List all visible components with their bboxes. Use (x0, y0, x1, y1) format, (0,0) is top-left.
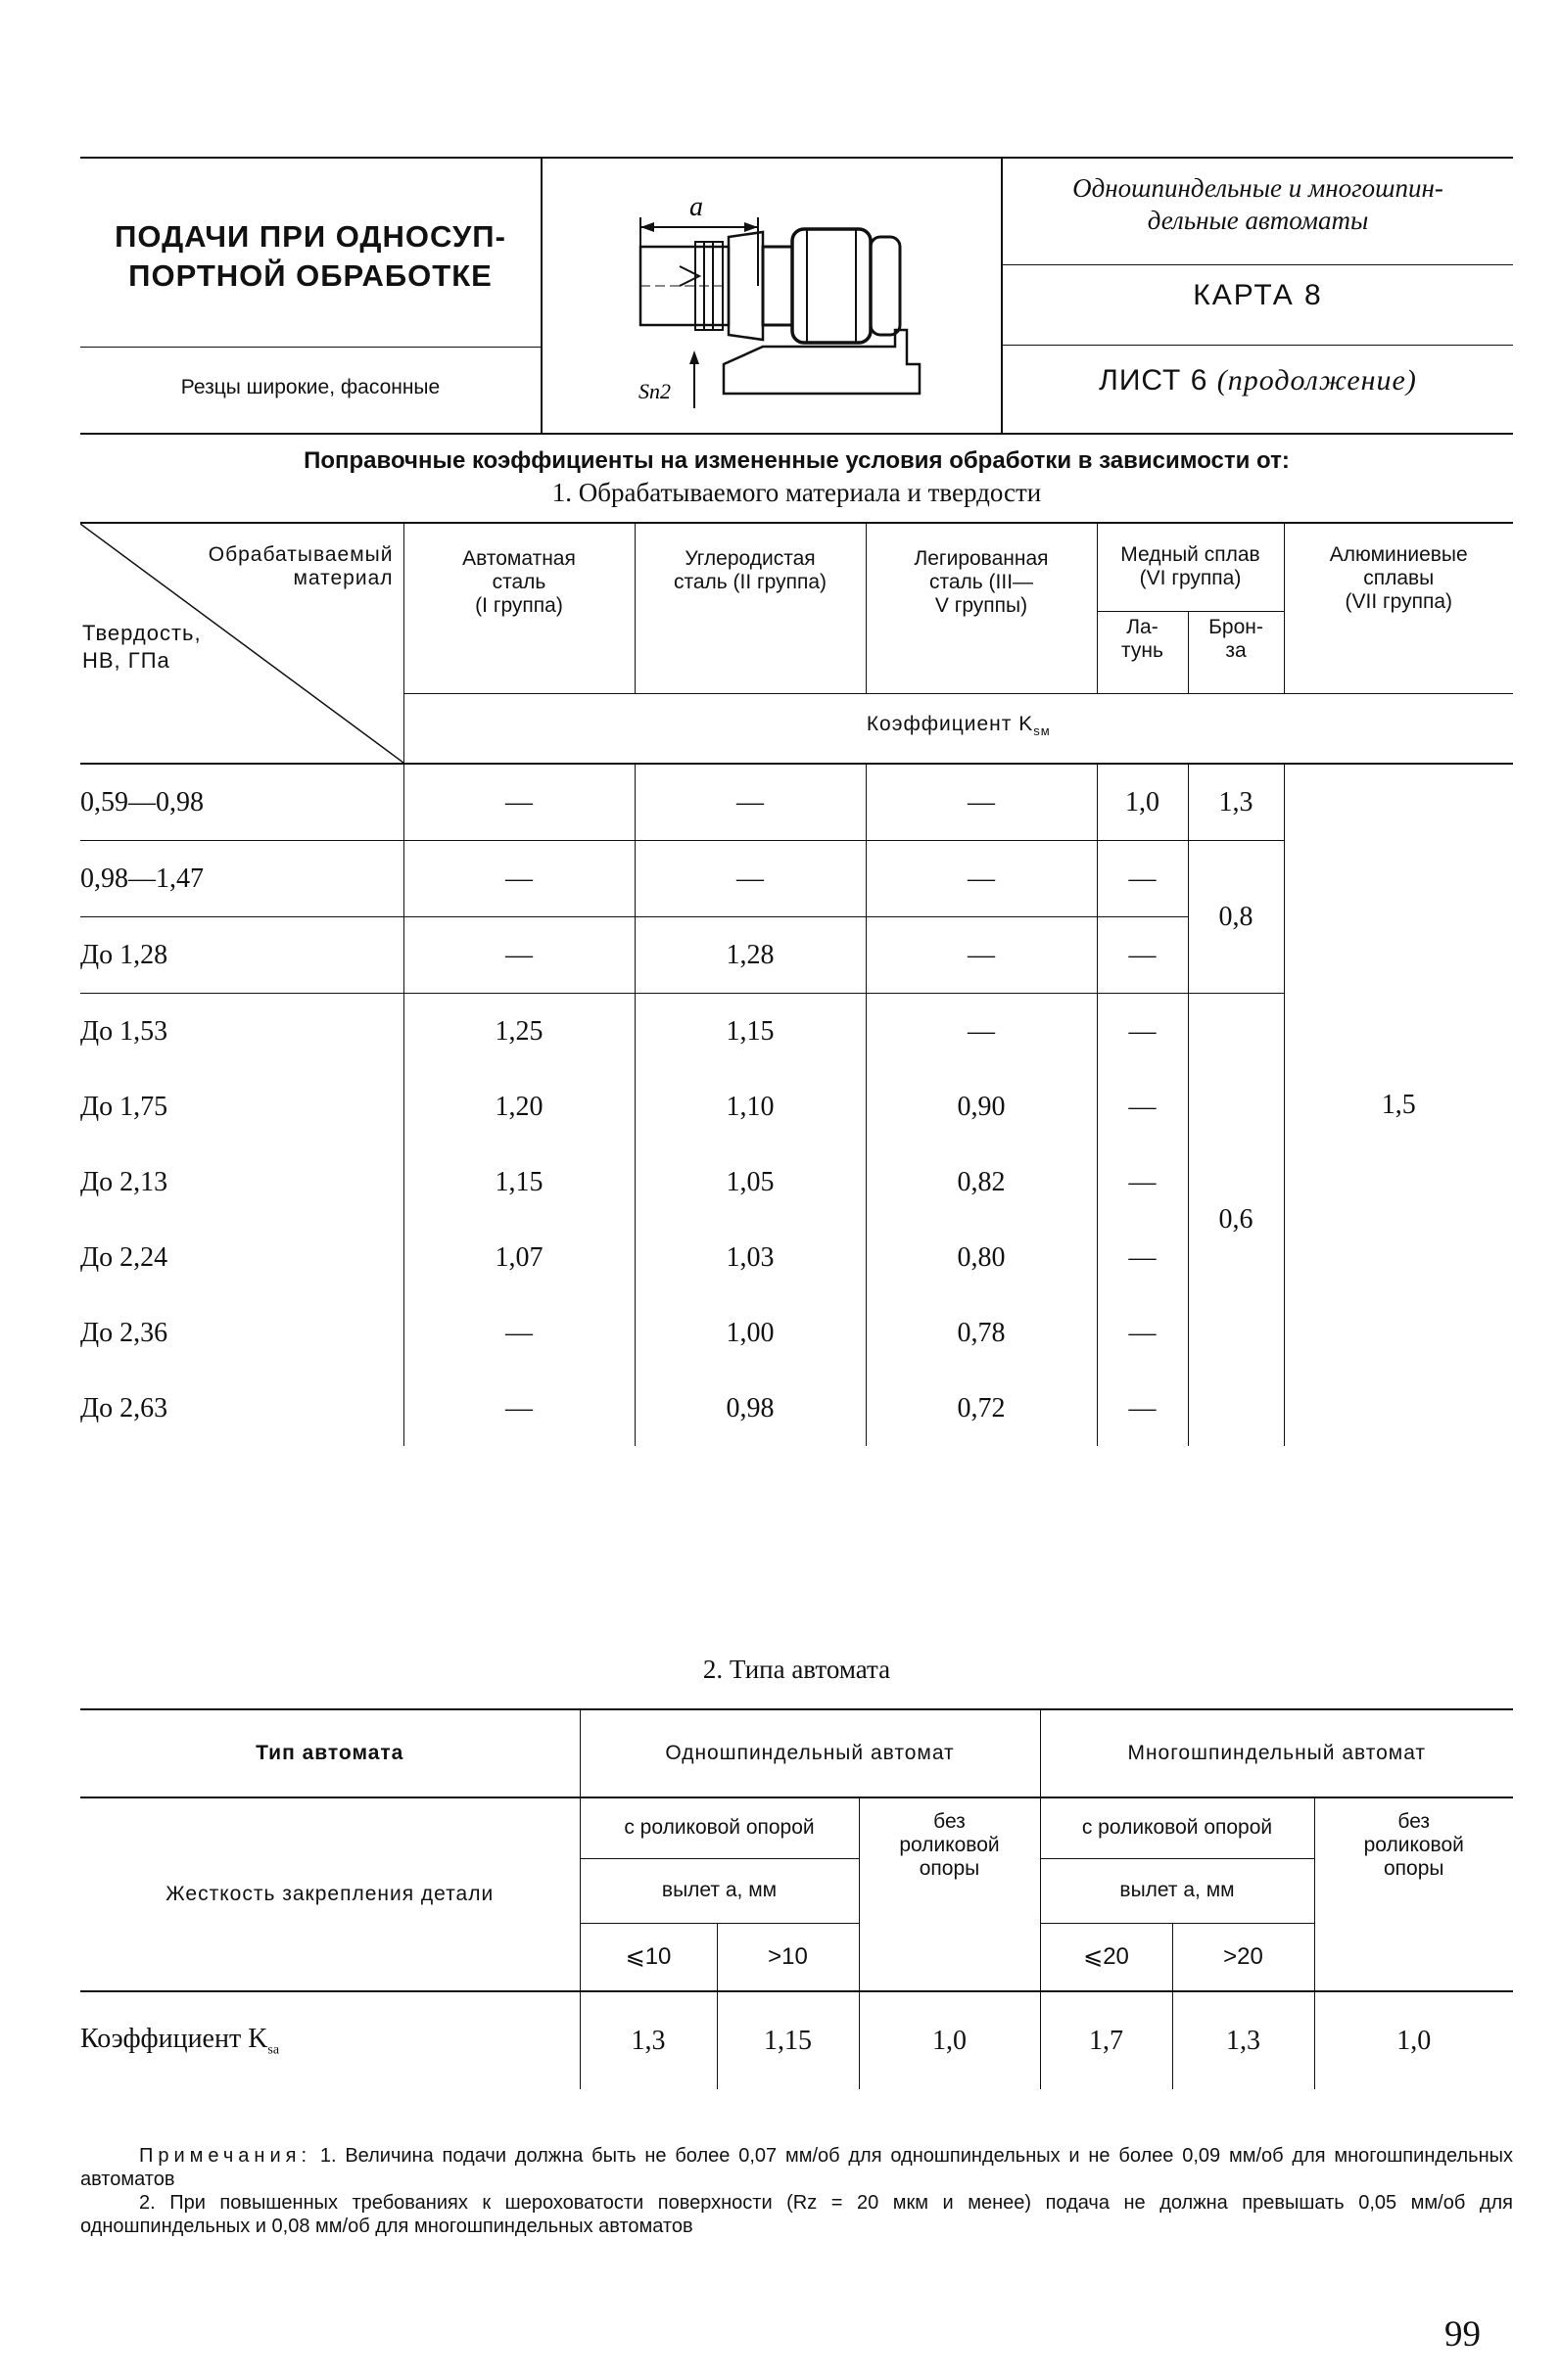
col-auto-line1: Автоматная (462, 547, 576, 570)
notes-label: Примечания: (139, 2145, 312, 2167)
brass-cell: — (1097, 1069, 1188, 1144)
col-aluminum-line2: сплавы (1363, 567, 1435, 589)
hardness-cell: До 1,28 (80, 917, 403, 994)
multi-without-line1: без (1397, 1810, 1431, 1833)
value-cell: 1,0 (1314, 1991, 1513, 2089)
sheet-prefix: ЛИСТ 6 (1099, 364, 1208, 397)
multi-without-line2: роликовой (1363, 1834, 1464, 1856)
single-overhang: вылет а, мм (580, 1858, 859, 1923)
auto-steel-cell: — (403, 1371, 635, 1446)
corner-material-label (209, 543, 394, 590)
card-number: КАРТА 8 (1193, 279, 1323, 311)
automaton-line-1: Одношпиндельные и многошпин- (1072, 173, 1443, 203)
brass-cell: — (1097, 1144, 1188, 1220)
auto-steel-cell: — (403, 841, 635, 917)
auto-steel-cell: 1,07 (403, 1220, 635, 1295)
carbon-steel-cell: 1,00 (635, 1295, 866, 1371)
note-1 (80, 2144, 1513, 2191)
title-line-2: ПОРТНОЙ ОБРАБОТКЕ (128, 258, 493, 293)
col-bronze-line2: за (1225, 638, 1247, 662)
single-without-roller (859, 1797, 1040, 1991)
sheet-number (1003, 364, 1513, 397)
section2-title: 2. Типа автомата (702, 1655, 891, 1684)
auto-steel-cell: 1,15 (403, 1144, 635, 1220)
section1-title: Поправочные коэффициенты на измененные условия обработки в зависимости от: (304, 447, 1290, 474)
multi-le-20: ⩽20 (1040, 1923, 1172, 1991)
col-copper-line1: Медный сплав (1120, 543, 1260, 566)
auto-steel-cell: — (403, 764, 635, 841)
single-gt-10: >10 (717, 1923, 859, 1991)
col-carbon-line1: Углеродистая (685, 547, 816, 570)
corner-top-line1: Обрабатываемый (208, 543, 394, 566)
hardness-cell: До 2,63 (80, 1392, 168, 1423)
corner-bottom-line1: Твердость, (82, 621, 202, 645)
col-bronze (1188, 611, 1284, 693)
multi-overhang: вылет а, мм (1040, 1858, 1314, 1923)
coef-row-label (80, 1991, 580, 2089)
col-carbon-steel (635, 523, 866, 693)
automaton-type (1003, 172, 1513, 237)
carbon-steel-cell: 1,05 (635, 1144, 866, 1220)
col-carbon-line2: сталь (II группа) (673, 571, 827, 593)
col-bronze-line1: Брон- (1208, 615, 1263, 638)
bronze-cell: 1,3 (1188, 764, 1284, 841)
sheet-suffix: (продолжение) (1216, 364, 1417, 397)
col-brass (1097, 611, 1188, 693)
automaton-line-2: дельные автоматы (1147, 206, 1369, 235)
coef2-label: Коэффициент K (80, 2023, 268, 2054)
brass-cell: — (1097, 994, 1188, 1070)
automaton-coefficient-table (80, 1708, 1513, 2089)
col-auto-steel (403, 523, 635, 693)
brass-cell: — (1097, 1295, 1188, 1371)
title-line-1: ПОДАЧИ ПРИ ОДНОСУП- (115, 219, 506, 254)
brass-cell: — (1097, 1371, 1188, 1446)
col-copper-alloy (1097, 523, 1284, 611)
page-title (90, 217, 531, 296)
header-left (80, 159, 543, 433)
single-without-line1: без (933, 1810, 966, 1833)
alloy-steel-cell: 0,72 (866, 1371, 1097, 1446)
coef-label: Коэффициент K (866, 713, 1034, 736)
tool-subtitle: Резцы широкие, фасонные (180, 376, 441, 398)
col-aluminum-line3: (VII группа) (1345, 590, 1453, 613)
carbon-steel-cell: 1,10 (635, 1069, 866, 1144)
tool-drawing (543, 159, 1001, 433)
alloy-steel-cell: 0,80 (866, 1220, 1097, 1295)
auto-steel-cell: — (403, 917, 635, 994)
col-alloy-line1: Легированная (914, 547, 1049, 570)
alloy-steel-cell: 0,78 (866, 1295, 1097, 1371)
col-brass-line2: тунь (1121, 638, 1163, 662)
col-auto-line2: сталь (492, 571, 546, 593)
alloy-steel-cell: — (866, 917, 1097, 994)
single-le-10: ⩽10 (580, 1923, 717, 1991)
auto-steel-cell: 1,25 (403, 994, 635, 1070)
type-label: Тип автомата (80, 1709, 580, 1797)
drawing-label-a: a (689, 192, 703, 222)
col-alloy-steel (866, 523, 1097, 693)
alloy-steel-cell: 0,90 (866, 1069, 1097, 1144)
table-row (80, 1991, 1513, 2089)
col-brass-line1: Ла- (1126, 615, 1158, 638)
value-cell: 1,0 (859, 1991, 1040, 2089)
value-cell: 1,3 (1172, 1991, 1314, 2089)
col-copper-line2: (VI группа) (1139, 567, 1242, 589)
col-alloy-line3: V группы) (934, 594, 1028, 617)
page-number: 99 (1444, 2314, 1481, 2355)
brass-cell: — (1097, 841, 1188, 917)
note-2: 2. При повышенных требованиях к шероховатости поверхности (Rz = 20 мкм и менее) подача не должна превышать 0,05 мм/об для одношпиндельных и 0,08 мм/об для многошпиндельных автоматов (80, 2192, 1513, 2237)
hardness-cell: До 1,53 (80, 1015, 168, 1047)
hardness-cell: 0,59—0,98 (80, 764, 403, 841)
coef2-sub: sа (267, 2042, 280, 2058)
hardness-cell: До 1,75 (80, 1091, 168, 1122)
bronze-cell: 0,8 (1188, 841, 1284, 994)
multi-gt-20: >20 (1172, 1923, 1314, 1991)
multi-without-line3: опоры (1383, 1857, 1444, 1880)
corner-header (80, 523, 403, 764)
single-with-roller: с роликовой опорой (580, 1797, 859, 1858)
auto-steel-cell: 1,20 (403, 1069, 635, 1144)
coef-sub: sм (1033, 723, 1051, 739)
brass-cell: 1,0 (1097, 764, 1188, 841)
col-auto-line3: (I группа) (475, 594, 563, 617)
multi-without-roller (1314, 1797, 1513, 1991)
alloy-steel-cell: — (866, 841, 1097, 917)
col-alloy-line2: сталь (III— (928, 571, 1034, 593)
col-aluminum (1284, 523, 1513, 693)
carbon-steel-cell: 1,15 (635, 994, 866, 1070)
section1-subtitle: 1. Обрабатываемого материала и твердости (551, 478, 1042, 507)
alloy-steel-cell: — (866, 994, 1097, 1070)
coefficient-header (403, 693, 1513, 764)
table-row (80, 764, 1513, 841)
corner-hardness-label (82, 620, 202, 675)
carbon-steel-cell: 1,03 (635, 1220, 866, 1295)
material-coefficient-table (80, 522, 1513, 1446)
hardness-cell: До 2,24 (80, 1241, 168, 1273)
card-header (80, 157, 1513, 435)
brass-cell: — (1097, 1220, 1188, 1295)
notes (80, 2144, 1513, 2238)
aluminum-cell: 1,5 (1284, 764, 1513, 1446)
drawing-label-s: Sп2 (638, 379, 671, 403)
single-spindle-header: Одношпиндельный автомат (580, 1709, 1040, 1797)
header-right (1003, 159, 1513, 433)
header-drawing (543, 159, 1003, 433)
multi-spindle-header: Многошпиндельный автомат (1040, 1709, 1513, 1797)
value-cell: 1,15 (717, 1991, 859, 2089)
bronze-cell: 0,6 (1188, 994, 1284, 1447)
value-cell: 1,7 (1040, 1991, 1172, 2089)
brass-cell: — (1097, 917, 1188, 994)
corner-bottom-line2: НВ, ГПа (82, 648, 170, 673)
single-without-line2: роликовой (899, 1834, 1000, 1856)
auto-steel-cell: — (403, 1295, 635, 1371)
rigidity-label: Жесткость закрепления детали (80, 1797, 580, 1991)
hardness-cell: До 2,36 (80, 1317, 168, 1348)
carbon-steel-cell: 0,98 (635, 1371, 866, 1446)
value-cell: 1,3 (580, 1991, 717, 2089)
multi-with-roller: с роликовой опорой (1040, 1797, 1314, 1858)
single-without-line3: опоры (919, 1857, 980, 1880)
carbon-steel-cell: 1,28 (635, 917, 866, 994)
note-1-text: 1. Величина подачи должна быть не более 0,07 мм/об для одношпиндельных и не более 0,09 мм/об для многошпиндельных автоматов (80, 2145, 1513, 2190)
col-aluminum-line1: Алюминиевые (1329, 543, 1468, 566)
corner-top-line2: материал (293, 567, 394, 589)
alloy-steel-cell: 0,82 (866, 1144, 1097, 1220)
hardness-cell: До 2,13 (80, 1166, 168, 1197)
carbon-steel-cell: — (635, 841, 866, 917)
carbon-steel-cell: — (635, 764, 866, 841)
hardness-cell: 0,98—1,47 (80, 841, 403, 917)
alloy-steel-cell: — (866, 764, 1097, 841)
